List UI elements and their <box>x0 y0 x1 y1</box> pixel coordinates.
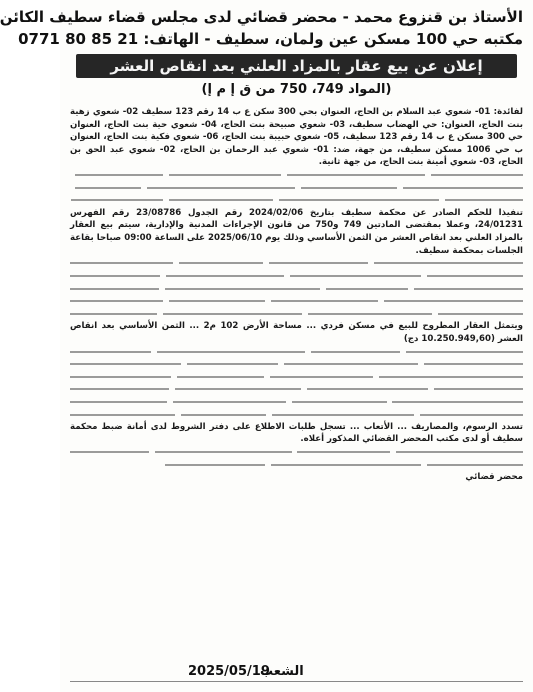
illegible-lines-block-1 <box>70 169 523 207</box>
notice-judgment-paragraph: تنفيذا للحكم الصادر عن محكمة سطيف بتاريخ 2024/02/06 رقم الجدول 23/08786 رقم الفهرس 24/01231، وعملا بمقتضى المادتين 749 و750 من قانون الإجراءات المدنية والإدارية، سيتم بيع العقار بالمزاد العلني بعد انقاص العشر من الثمن الأساسي وذلك يوم 2025/06/10 على الساعة 09:00 صباحا بقاعة الجلسات بمحكمة سطيف. <box>70 207 524 256</box>
notice-parties-paragraph: لفائدة: 01- شعوي عبد السلام بن الحاج، العنوان بحي 300 سكن ع ب 14 رقم 123 سطيف 02- شعوي زهية بنت الحاج، العنوان: حي الهضاب سطيف، 03- شعوي صبيحة بنت الحاج، 04- شعوي حية بنت الحاج، العنوان حي 300 مسكن ع ب 14 رقم 123 سطيف، 05- شعوي حبيبة بنت الحاج، 06- شعوي فكية بنت الحاج، العنوان ب حي 1006 مسكن سطيف، من جهة، ضد: 01- شعوي عبد الرحمان بن الحاج، 02- شعوي عبد الحق بن الحاج، 03- شعوي أمينة بنت الحاج، من جهة ثانية. <box>70 107 524 168</box>
property-description-text: ويتمثل العقار المطروح للبيع في مسكن فردي ... مساحة الأرض 102 م2 ... الثمن الأساسي بعد انقاص العشر (10.250.949,60 دج) <box>70 321 523 344</box>
bailiff-header-line-2: مكتبه حي 100 مسكن عين ولمان، سطيف - الهاتف: 21 85 80 0771 <box>18 30 523 48</box>
notice-signature: محضر قضائي <box>465 472 523 483</box>
footer-rule <box>70 681 523 682</box>
notice-fees-paragraph: تسدد الرسوم، والمصاريف ... الأتعاب ... تسجل طلبات الاطلاع على دفتر الشروط لدى أمانة ضبط محكمة سطيف أو لدى مكتب المحضر القضائي المذكور أعلاه. <box>70 421 523 445</box>
publication-footer <box>60 664 533 682</box>
notice-property-paragraph <box>70 320 523 345</box>
notice-title-banner: إعلان عن بيع عقار بالمزاد العلني بعد انقاص العشر <box>76 54 517 78</box>
illegible-lines-block-3 <box>70 345 523 421</box>
notice-body <box>70 106 523 646</box>
newspaper-name: الشعب <box>260 664 304 679</box>
publication-date: 2025/05/19 <box>188 664 270 679</box>
bailiff-header-line-1: الأستاذ بن قنزوع محمد - محضر قضائي لدى مجلس قضاء سطيف الكائن <box>0 8 523 26</box>
legal-articles-reference: (المواد 749، 750 من ق إ م إ) <box>201 82 392 97</box>
illegible-lines-block-4 <box>70 446 523 471</box>
illegible-lines-block-2 <box>70 257 523 320</box>
